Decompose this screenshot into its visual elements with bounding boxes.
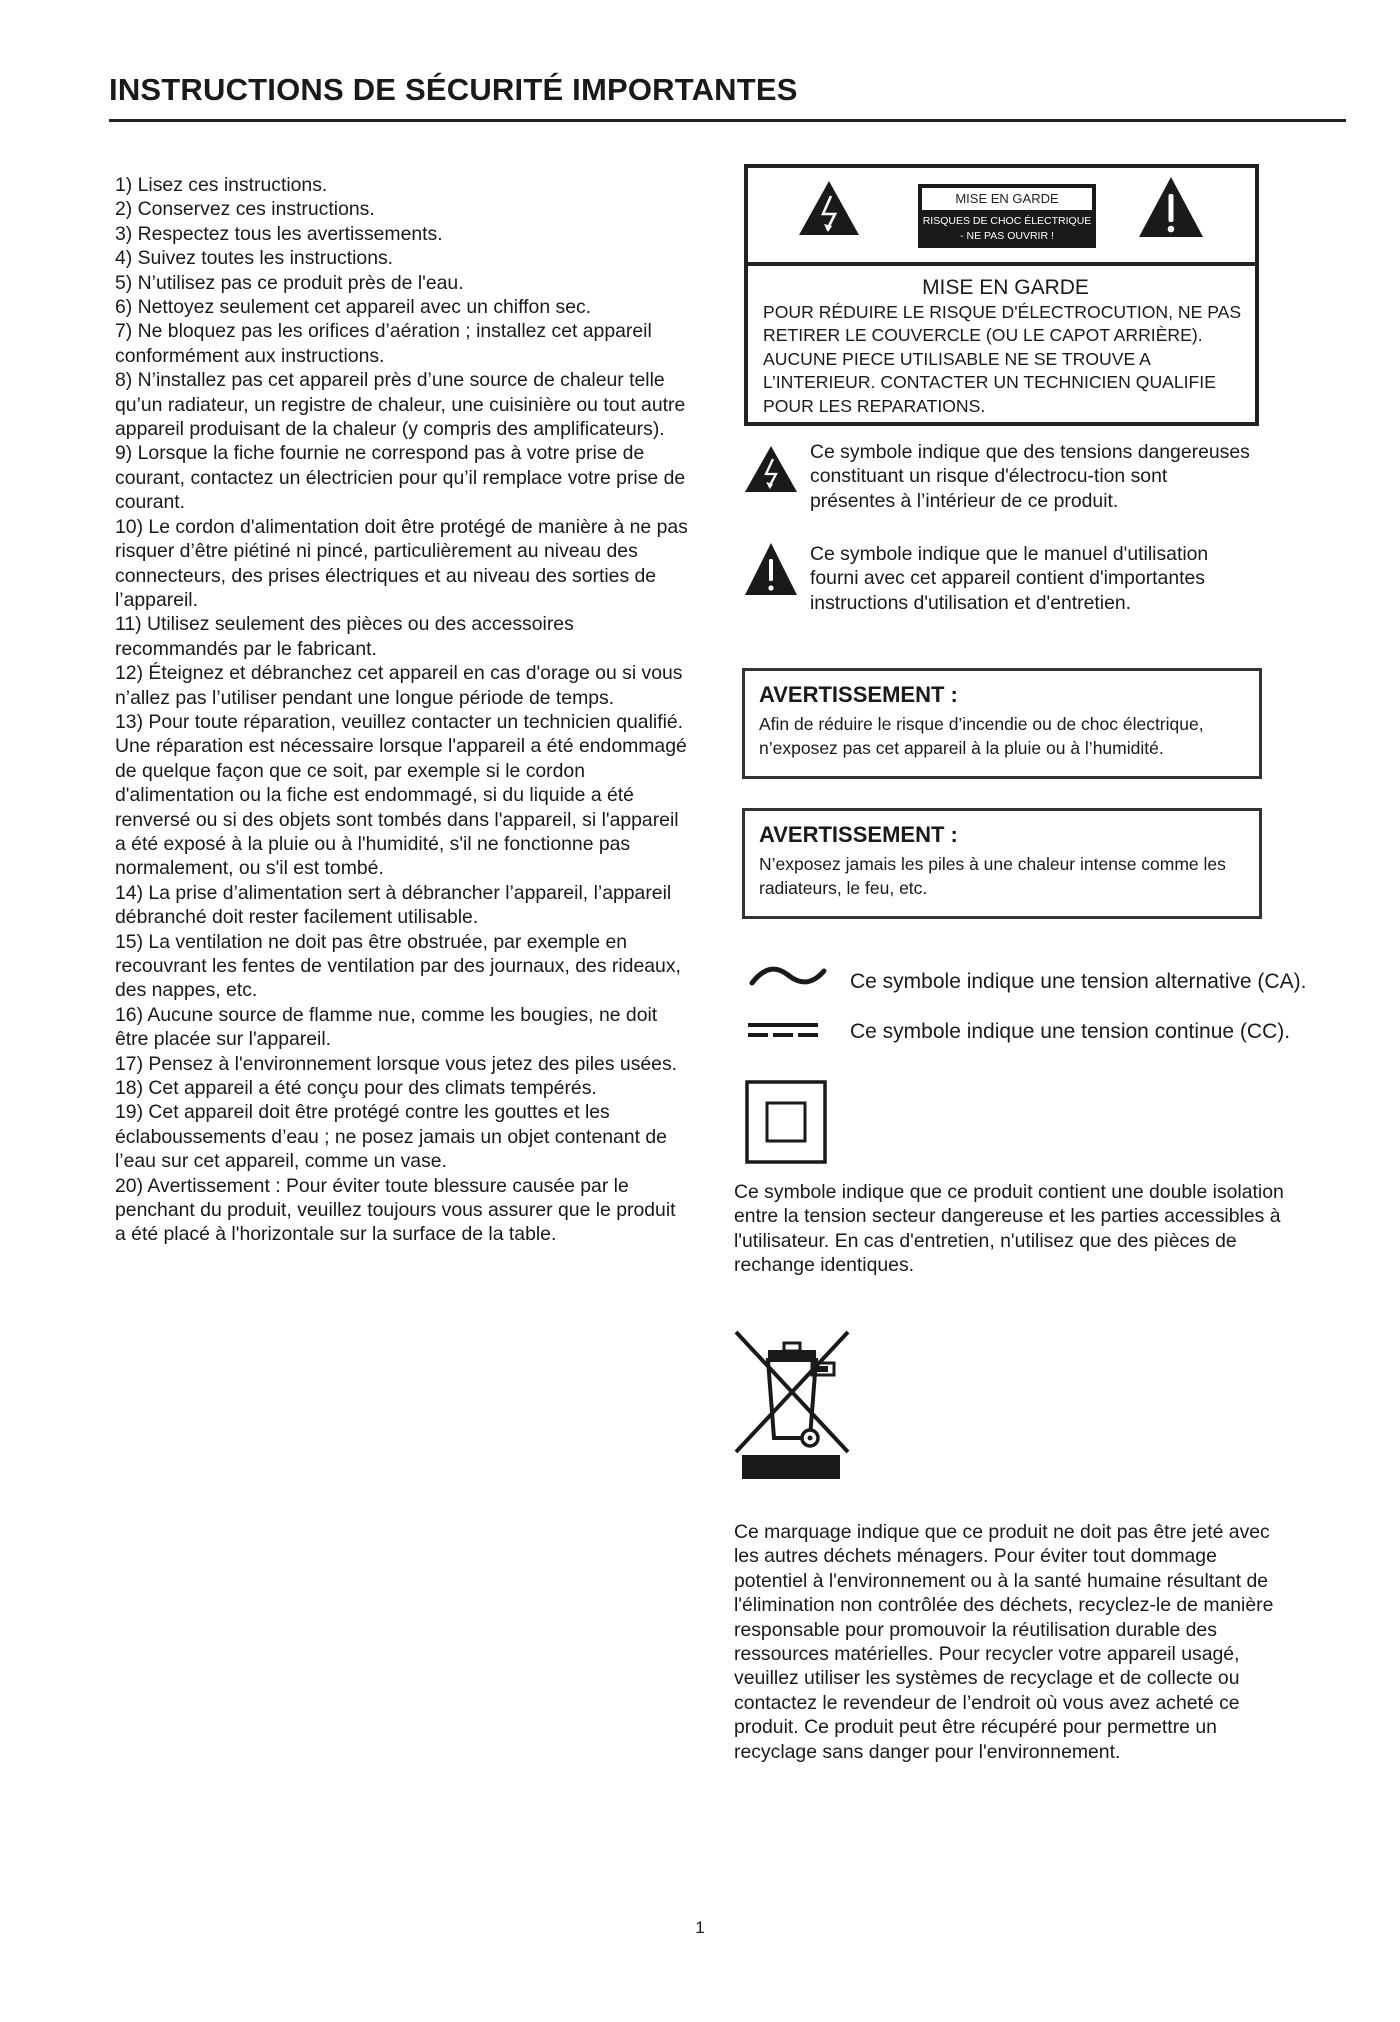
- instruction-item: 6) Nettoyez seulement cet appareil avec un chiffon sec.: [115, 296, 592, 319]
- lightning-triangle-icon: [798, 180, 860, 236]
- caution-label-title: MISE EN GARDE: [922, 188, 1092, 210]
- dc-symbol-text: Ce symbole indique une tension continue (CC).: [850, 1020, 1291, 1043]
- instruction-item: 14) La prise d’alimentation sert à débrancher l’appareil, l’appareil débranché doit rester facilement utilisable.: [115, 881, 672, 929]
- instruction-list: [115, 173, 690, 1247]
- instruction-item: 10) Le cordon d'alimentation doit être protégé de manière à ne pas risquer d’être piétiné ni pincé, particulièrement au niveau des connecteurs, des prises électriques et au niveau des sorties de l’appareil.: [115, 515, 688, 611]
- dc-current-icon: [748, 1013, 828, 1043]
- lightning-symbol-text: Ce symbole indique que des tensions dangereuses constituant un risque d'électrocu-tion sont présentes à l’intérieur de ce produit.: [810, 441, 1250, 512]
- caution-panel: [744, 164, 1259, 426]
- caution-label-strip: [748, 168, 1255, 266]
- warning-text: Afin de réduire le risque d’incendie ou de choc électrique, n’exposez pas cet appareil à la pluie ou à l’humidité.: [759, 714, 1204, 758]
- exclamation-symbol-text: Ce symbole indique que le manuel d'utilisation fourni avec cet appareil contient d'importantes instructions d'utilisation et d'entretien.: [810, 543, 1209, 614]
- double-insulation-text: Ce symbole indique que ce produit contient une double isolation entre la tension secteur dangereuse et les parties accessibles à l'utilisateur. En cas d'entretien, n'utilisez que des pièces de rechange identiques.: [734, 1181, 1284, 1277]
- instruction-item: 1) Lisez ces instructions.: [115, 174, 328, 196]
- exclamation-triangle-icon: [1138, 176, 1204, 238]
- ac-symbol-row: [748, 963, 1348, 1003]
- crossed-bin-icon: [732, 1330, 852, 1480]
- warning-box: [742, 668, 1262, 779]
- caution-label: [918, 184, 1096, 248]
- instruction-item: 17) Pensez à l'environnement lorsque vous jetez des piles usées.: [115, 1052, 678, 1075]
- lightning-symbol-row: [744, 440, 1304, 520]
- caution-text: POUR RÉDUIRE LE RISQUE D'ÉLECTROCUTION, NE PAS RETIRER LE COUVERCLE (OU LE CAPOT ARRIÈRE). AUCUNE PIECE UTILISABLE NE SE TROUVE A L’INTERIEUR. CONTACTER UN TECHNICIEN QUALIFIE POUR LES REPARATIONS.: [763, 302, 1242, 416]
- page-number: 1: [695, 1918, 705, 1937]
- instruction-item: 13) Pour toute réparation, veuillez contacter un technicien qualifié. Une réparation est nécessaire lorsque l'appareil a été endommagé de quelque façon que ce soit, par exemple si le cordon d'alimentation ou la fiche est endommagé, si du liquide a été renversé ou si des objets sont tombés dans l'appareil, si l'appareil a été exposé à la pluie ou à l'humidité, s'il ne fonctionne pas normalement, ou s'il est tombé.: [115, 710, 687, 880]
- instruction-item: 3) Respectez tous les avertissements.: [115, 222, 443, 245]
- ac-symbol-text: Ce symbole indique une tension alternative (CA).: [850, 970, 1307, 993]
- instruction-item: 15) La ventilation ne doit pas être obstruée, par exemple en recouvrant les fentes de ventilation par des journaux, des rideaux, des nappes, etc.: [115, 930, 681, 1002]
- instruction-item: 4) Suivez toutes les instructions.: [115, 247, 394, 270]
- double-insulation-icon: [745, 1080, 827, 1164]
- instruction-item: 5) N’utilisez pas ce produit près de l'eau.: [115, 271, 464, 294]
- instruction-item: 8) N’installez pas cet appareil près d’une source de chaleur telle qu’un radiateur, un registre de chaleur, une cuisinière ou tout autre appareil produisant de la chaleur (y compris des amplificateurs).: [115, 369, 686, 441]
- caution-body: [763, 274, 1248, 418]
- warning-box: [742, 808, 1262, 919]
- caution-heading: MISE EN GARDE: [922, 276, 1089, 299]
- warning-heading: AVERTISSEMENT :: [759, 822, 958, 847]
- instruction-item: 16) Aucune source de flamme nue, comme les bougies, ne doit être placée sur l'appareil.: [115, 1003, 658, 1051]
- dc-symbol-row: [748, 1013, 1348, 1053]
- instruction-item: 19) Cet appareil doit être protégé contre les gouttes et les éclaboussements d’eau ; ne posez jamais un objet contenant de l’eau sur cet appareil, comme un vase.: [115, 1101, 667, 1173]
- title-divider: [109, 119, 1346, 122]
- instruction-item: 12) Éteignez et débranchez cet appareil en cas d'orage ou si vous n’allez pas l’utiliser pendant une longue période de temps.: [115, 662, 683, 709]
- warning-text: N’exposez jamais les piles à une chaleur intense comme les radiateurs, le feu, etc.: [759, 854, 1226, 898]
- page-title: INSTRUCTIONS DE SÉCURITÉ IMPORTANTES: [109, 72, 798, 107]
- ac-wave-icon: [748, 963, 828, 993]
- instruction-item: 2) Conservez ces instructions.: [115, 198, 375, 221]
- lightning-triangle-icon: [744, 445, 798, 493]
- warning-heading: AVERTISSEMENT :: [759, 682, 958, 707]
- caution-label-subtitle: RISQUES DE CHOC ÉLECTRIQUE - NE PAS OUVRIR !: [922, 215, 1092, 242]
- instruction-item: 7) Ne bloquez pas les orifices d’aération ; installez cet appareil conformément aux instructions.: [115, 320, 652, 367]
- exclamation-triangle-icon: [744, 542, 798, 596]
- weee-text: Ce marquage indique que ce produit ne doit pas être jeté avec les autres déchets ménagers. Pour éviter tout dommage potentiel à l'environnement ou à la santé humaine résultant de l'élimination non contrôlée des déchets, recyclez-le de manière responsable pour promouvoir la réutilisation durable des ressources matérielles. Pour recycler votre appareil usagé, veuillez utiliser les systèmes de recyclage et de collecte ou contactez le revendeur de l’endroit où vous avez acheté ce produit. Ce produit peut être récupéré pour permettre un recyclage sans danger pour l'environnement.: [734, 1521, 1274, 1763]
- exclamation-symbol-row: [744, 542, 1304, 622]
- instruction-item: 18) Cet appareil a été conçu pour des climats tempérés.: [115, 1077, 597, 1100]
- instruction-item: 11) Utilisez seulement des pièces ou des accessoires recommandés par le fabricant.: [115, 613, 574, 660]
- instruction-item: 9) Lorsque la fiche fournie ne correspond pas à votre prise de courant, contactez un électricien pour qu’il remplace votre prise de courant.: [115, 442, 686, 514]
- instruction-item: 20) Avertissement : Pour éviter toute blessure causée par le penchant du produit, veuillez toujours vous assurer que le produit a été placé à l'horizontale sur la surface de la table.: [115, 1174, 676, 1246]
